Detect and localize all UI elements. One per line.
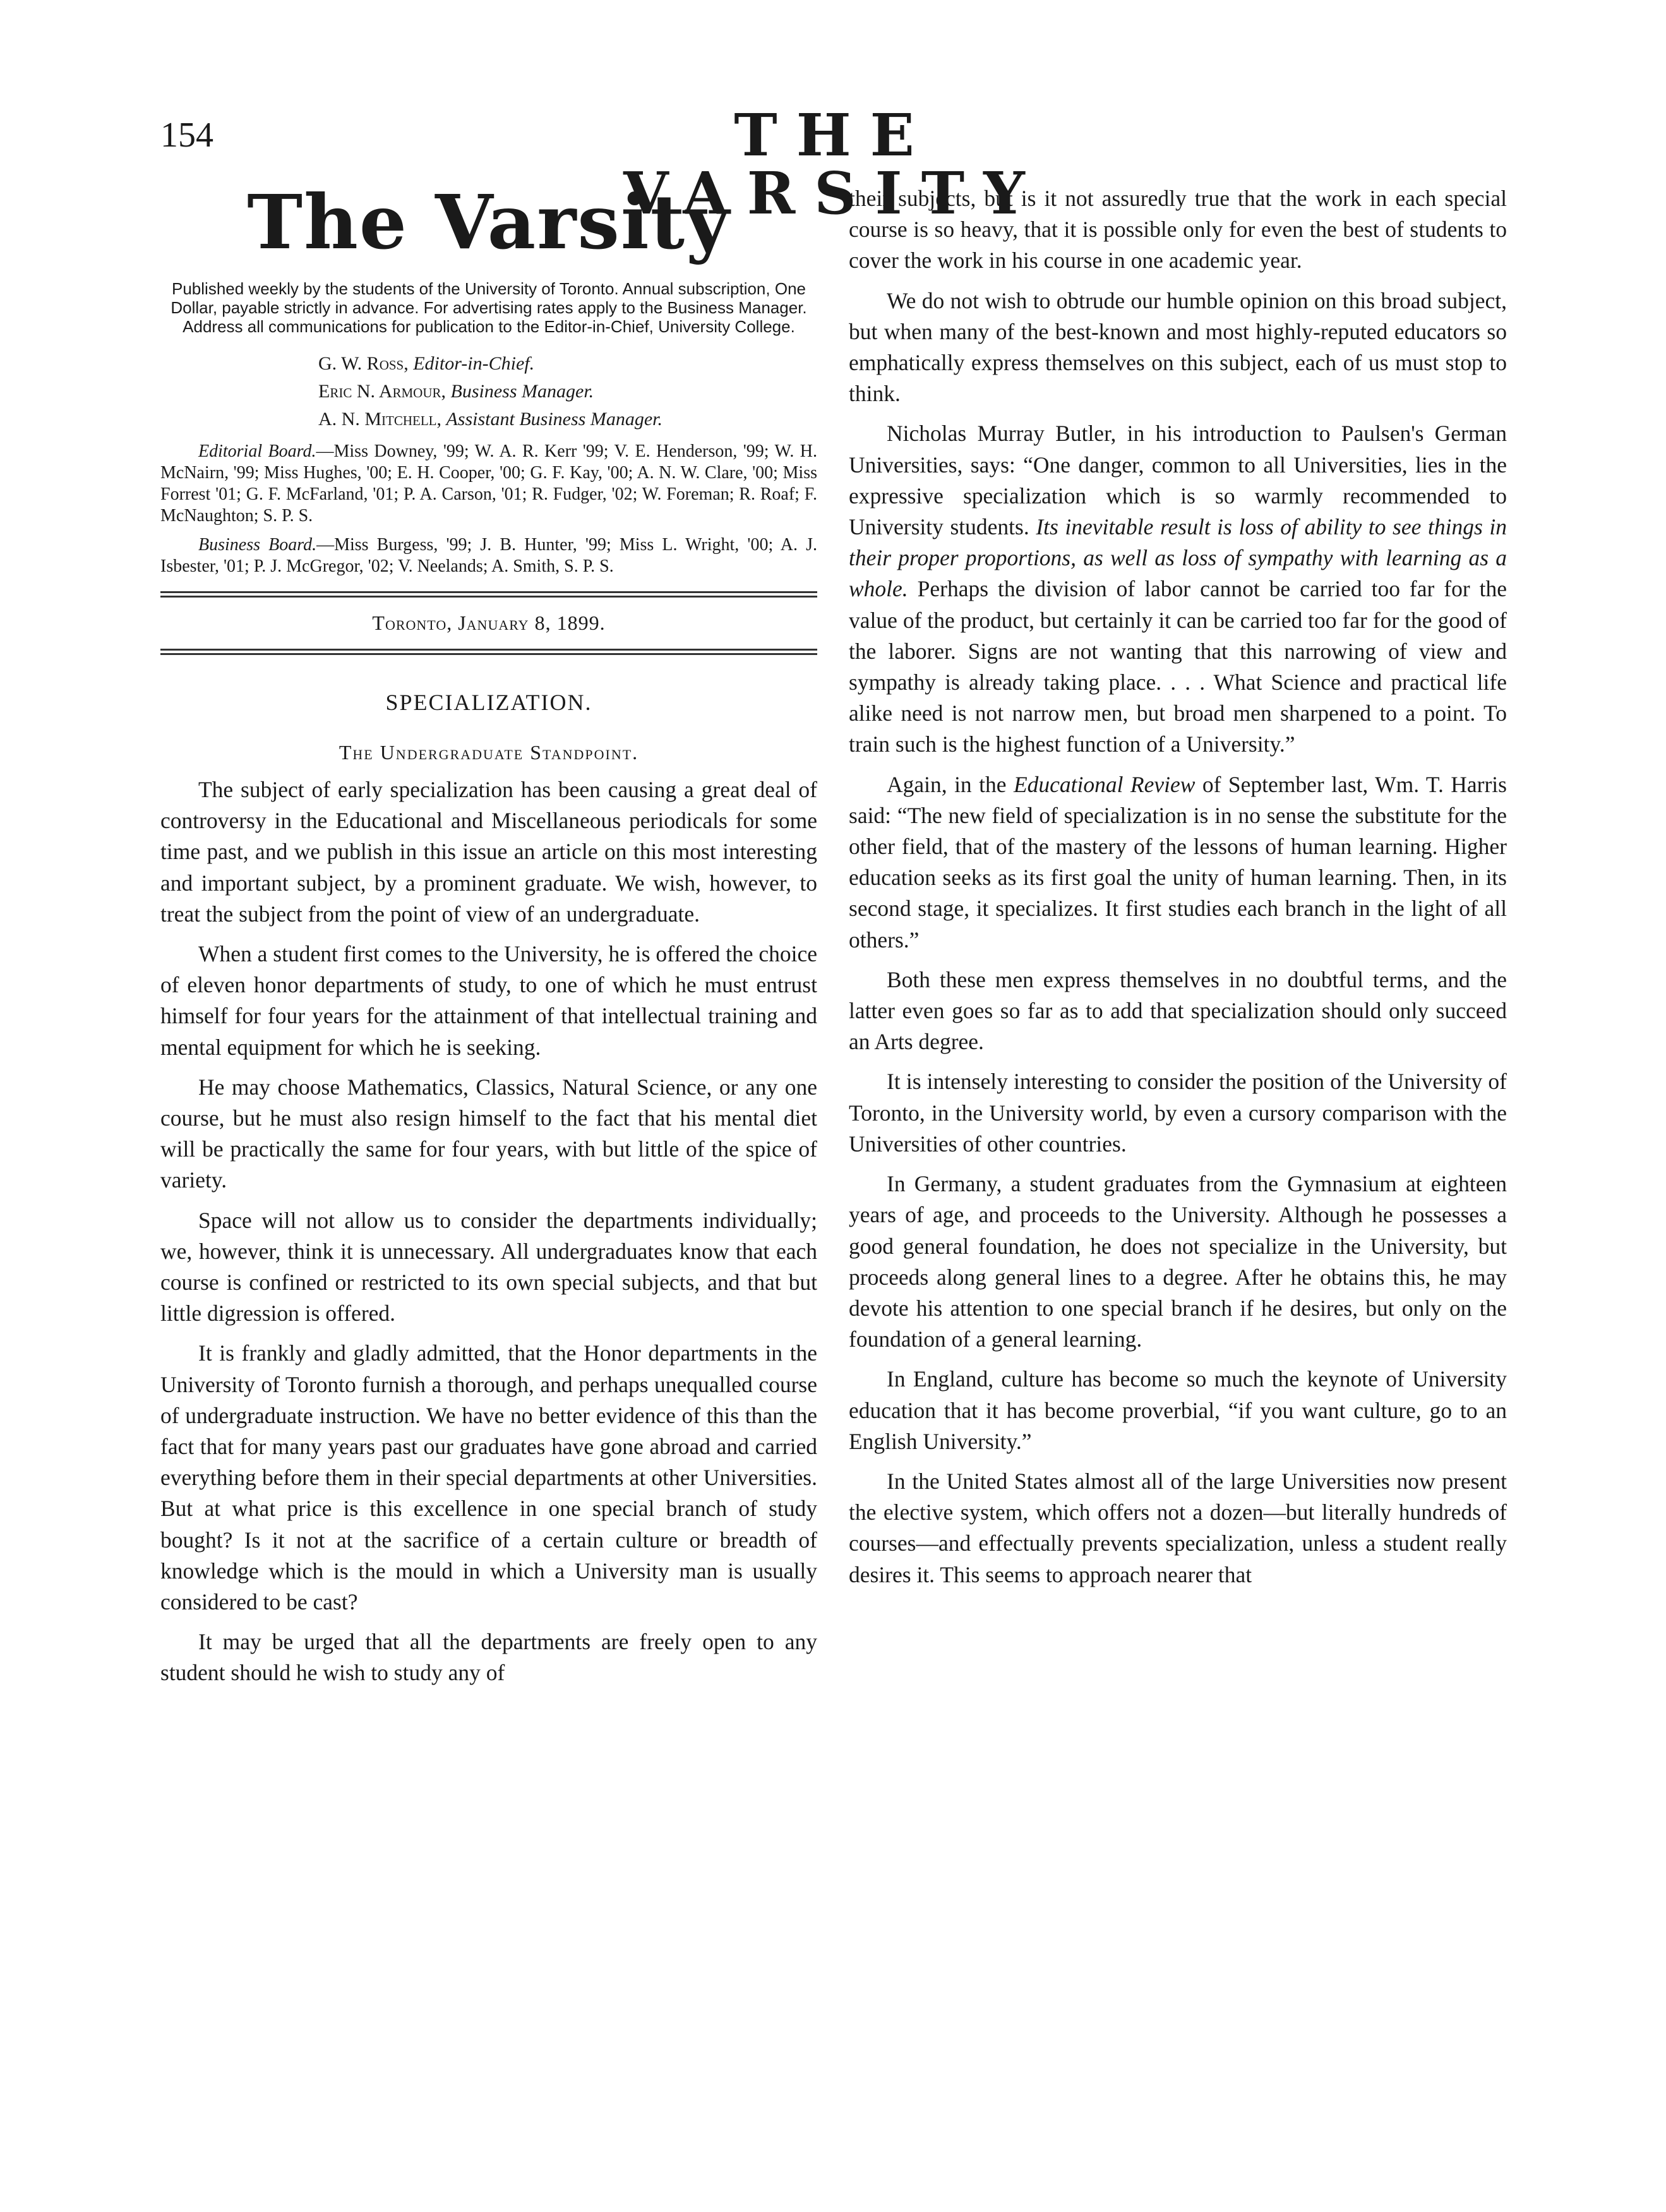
quote-text: of September last, Wm. T. Harris said: “The new field of specialization is in no sense the substitute for the other field, that of the mastery of the lessons of human learning. Higher education seeks as its first goal the unity of human learning. Then, in its second stage, it specializes. It first studies each branch in the light of all others.”: [849, 771, 1507, 953]
right-body: [849, 183, 1507, 1590]
article-title: SPECIALIZATION.: [385, 689, 592, 715]
paragraph: The subject of early specialization has been causing a great deal of controversy in the Educational and Miscellaneous periodicals for some time past, and we publish in this issue an article on this most interesting and important subject, by a prominent graduate. We wish, however, to treat the subject from the point of view of an undergraduate.: [160, 776, 817, 927]
business-board-members: —Miss Burgess, '99; J. B. Hunter, '99; Miss L. Wright, '00; A. J. Isbester, '01; P. J. McGregor, '02; V. Neelands; A. Smith, S. P. S.: [160, 534, 818, 576]
paragraph: It is frankly and gladly admitted, that the Honor departments in the University of Toronto furnish a thorough, and perhaps unequalled course of undergraduate instruction. We have no better evidence of this than the fact that for many years past our graduates have gone abroad and carried everything before them in their special departments at other Universities. But at what price is this excellence in one special branch of study bought? Is it not at the sacrifice of a certain culture or breadth of knowledge which is the mould in which a University man is usually considered to be cast?: [160, 1340, 817, 1614]
paragraph: Both these men express themselves in no doubtful terms, and the latter even goes so far as to add that specialization should only succeed an Arts degree.: [849, 966, 1507, 1055]
staff-role: Business Manager.: [450, 380, 594, 402]
masthead-title: The Varsity: [247, 178, 731, 266]
staff-name: G. W. Ross,: [318, 352, 409, 374]
paragraph: their subjects, but is it not assuredly true that the work in each special course is so heavy, that it is possible only for even the best of students to cover the work in his course in one academic year.: [849, 186, 1507, 273]
paragraph-butler-quote: [849, 418, 1507, 760]
left-column: [160, 171, 817, 1698]
staff-line: [318, 378, 817, 406]
editorial-board: [160, 441, 817, 527]
editorial-board-members: —Miss Downey, '99; W. A. R. Kerr '99; V. E. Henderson, '99; W. H. McNairn, '99; Miss Hughes, '00; E. H. Cooper, '00; G. F. Kay, '00; A. N. W. Clare, '00; Miss Forrest '01; G. F. McFarland, '01; P. A. Carson, '01; R. Fudger, '02; W. Foreman; R. Roaf; F. McNaughton; S. P. S.: [160, 441, 817, 526]
staff-name: Eric N. Armour,: [318, 380, 446, 402]
quote-text: Nicholas Murray Butler, in his introduction to Paulsen's German Universities, says: “One danger, common to all Universities, lies in the expressive specialization which is so warmly recommended to University students.: [849, 421, 1507, 540]
divider: [160, 591, 817, 598]
staff-name: A. N. Mitchell,: [318, 408, 441, 430]
staff-line: [318, 350, 817, 378]
article-subtitle: The Undergraduate Standpoint.: [339, 740, 639, 764]
left-body: [160, 774, 817, 1689]
publication-info: Published weekly by the students of the University of Toronto. Annual subscription, One Dollar, payable strictly in advance. For advertising rates apply to the Business Manager. Address all communications for publication to the Editor-in-Chief, University College.: [171, 279, 807, 336]
running-head: THE VARSITY: [623, 101, 1044, 227]
business-board-label: Business Board.: [198, 534, 317, 555]
paragraph: In the United States almost all of the large Universities now present the elective system, which offers not a dozen—but literally hundreds of courses—and effectually prevents specialization, unless a student really desires it. This seems to approach nearer that: [849, 1468, 1507, 1587]
quote-text: Again, in the: [887, 771, 1014, 797]
paragraph: He may choose Mathematics, Classics, Natural Science, or any one course, but he must also resign himself to the fact that his mental diet will be practically the same for four years, with but little of the spice of variety.: [160, 1074, 817, 1193]
paragraph: In England, culture has become so much the keynote of University education that it has become proverbial, “if you want culture, go to an English University.”: [849, 1366, 1507, 1454]
dateline: Toronto, January 8, 1899.: [372, 611, 606, 634]
paragraph: Space will not allow us to consider the departments individually; we, however, think it is unnecessary. All undergraduates know that each course is confined or restricted to its own special subjects, and that but little digression is offered.: [160, 1207, 817, 1326]
staff-line: [318, 406, 817, 433]
editorial-board-label: Editorial Board.: [198, 441, 316, 461]
paragraph-harris-quote: [849, 769, 1507, 956]
page-number: 154: [160, 116, 213, 155]
right-column: [849, 183, 1507, 1599]
business-board: [160, 534, 817, 577]
paragraph: We do not wish to obtrude our humble opinion on this broad subject, but when many of the best-known and most highly-reputed educators so emphatically express themselves on this subject, each of us must stop to think.: [849, 287, 1507, 407]
paragraph: In Germany, a student graduates from the Gymnasium at eighteen years of age, and proceeds to the University. Although he possesses a good general foundation, he does not specialize in the University, but proceeds along general lines to a degree. After he obtains this, he may devote his attention to one special branch if he desires, but only on the foundation of a general learning.: [849, 1171, 1507, 1352]
paragraph: When a student first comes to the University, he is offered the choice of eleven honor departments of study, to one of which he must entrust himself for four years for the attainment of that intellectual training and mental equipment for which he is seeking.: [160, 941, 817, 1060]
paragraph: It is intensely interesting to consider the position of the University of Toronto, in the University world, by even a cursory comparison with the Universities of other countries.: [849, 1069, 1507, 1157]
periodical-title: Educational Review: [1013, 771, 1196, 797]
staff-role: Editor-in-Chief.: [413, 352, 535, 374]
staff-list: [318, 350, 817, 433]
divider: [160, 649, 817, 655]
paragraph: It may be urged that all the departments are freely open to any student should he wish to study any of: [160, 1629, 817, 1686]
quote-italic: Its inevitable result is loss of ability to see things in their proper proportions, as well as loss of sympathy with learning as a whole.: [849, 514, 1507, 602]
staff-role: Assistant Business Manager.: [446, 408, 662, 430]
quote-text: Perhaps the division of labor cannot be carried too far for the value of the product, but certainly it can be carried too far for the good of the laborer. Signs are not wanting that this narrowing of view and sympathy is already taking place. . . . What Science and practical life alike need is not narrow men, but broad men sharpened to a point. To train such is the highest function of a University.”: [849, 576, 1507, 757]
